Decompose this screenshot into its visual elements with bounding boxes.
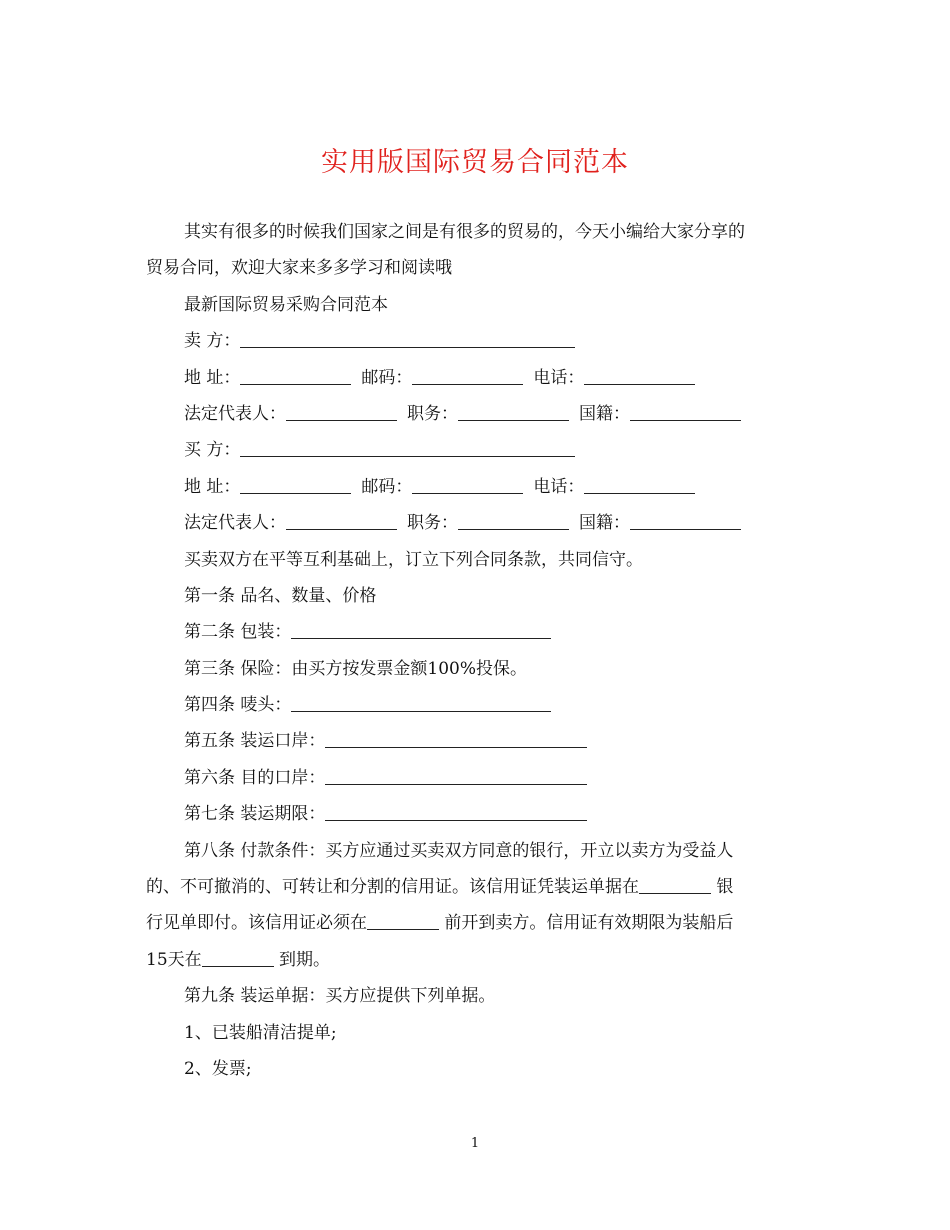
article-7-label: 第七条 装运期限： bbox=[184, 804, 326, 825]
buyer-position-blank bbox=[458, 507, 569, 530]
seller-position-label: 职务： bbox=[407, 403, 458, 424]
buyer-label: 买 方： bbox=[184, 440, 241, 461]
contract-subtitle: 最新国际贸易采购合同范本 bbox=[184, 294, 388, 315]
seller-postcode-blank bbox=[412, 362, 523, 385]
buyer-nationality-blank bbox=[630, 507, 741, 530]
seller-postcode-label: 邮码： bbox=[361, 367, 413, 388]
article-8-line-3-text: 行见单即付。该信用证必须在 bbox=[146, 913, 367, 934]
article-8-line-3 bbox=[146, 905, 806, 941]
lc-expiry-place-blank bbox=[202, 944, 274, 967]
seller-rep-row bbox=[146, 396, 806, 432]
article-8-line-4-tail: 到期。 bbox=[273, 949, 331, 970]
buyer-postcode-label: 邮码： bbox=[361, 476, 413, 497]
bank-blank bbox=[639, 871, 711, 894]
buyer-postcode-blank bbox=[412, 471, 523, 494]
article-2-label: 第二条 包装： bbox=[184, 622, 292, 643]
buyer-position-label: 职务： bbox=[407, 513, 458, 534]
lc-open-date-blank bbox=[367, 907, 439, 930]
article-5-row bbox=[146, 723, 806, 759]
article-8-line-4-text: 15天在 bbox=[146, 949, 202, 970]
seller-phone-label: 电话： bbox=[533, 367, 585, 388]
seller-blank bbox=[240, 325, 575, 348]
seller-address-label: 地 址： bbox=[184, 367, 241, 388]
loading-port-blank bbox=[325, 725, 587, 748]
document-item-1: 1、已装船清洁提单; bbox=[184, 1022, 337, 1043]
seller-position-blank bbox=[458, 398, 569, 421]
article-9: 第九条 装运单据：买方应提供下列单据。 bbox=[184, 986, 496, 1007]
seller-address-row bbox=[146, 360, 806, 396]
article-8-line-4 bbox=[146, 942, 806, 978]
article-8-line-2 bbox=[146, 869, 806, 905]
document-body bbox=[146, 214, 806, 1087]
seller-phone-blank bbox=[584, 362, 695, 385]
article-8-line-2-text: 的、不可撤消的、可转让和分割的信用证。该信用证凭装运单据在 bbox=[146, 877, 639, 898]
seller-nationality-label: 国籍： bbox=[579, 403, 630, 424]
article-4-row bbox=[146, 687, 806, 723]
agreement-statement: 买卖双方在平等互利基础上，订立下列合同条款，共同信守。 bbox=[184, 549, 643, 570]
article-3: 第三条 保险：由买方按发票金额100%投保。 bbox=[184, 658, 528, 679]
shipping-mark-blank bbox=[291, 689, 551, 712]
buyer-rep-blank bbox=[286, 507, 397, 530]
article-7-row bbox=[146, 796, 806, 832]
article-2-row bbox=[146, 614, 806, 650]
article-5-label: 第五条 装运口岸： bbox=[184, 731, 326, 752]
buyer-address-label: 地 址： bbox=[184, 476, 241, 497]
article-8-line-2-tail: 银 bbox=[711, 877, 734, 898]
intro-paragraph-line-1: 其实有很多的时候我们国家之间是有很多的贸易的，今天小编给大家分享的 bbox=[184, 222, 745, 242]
buyer-rep-row bbox=[146, 505, 806, 541]
intro-paragraph-line-2: 贸易合同，欢迎大家来多多学习和阅读哦 bbox=[146, 258, 452, 279]
seller-address-blank bbox=[240, 362, 351, 385]
buyer-phone-label: 电话： bbox=[533, 476, 585, 497]
article-8-line-3-tail: 前开到卖方。信用证有效期限为装船后 bbox=[439, 913, 734, 934]
article-4-label: 第四条 唛头： bbox=[184, 695, 292, 716]
seller-nationality-blank bbox=[630, 398, 741, 421]
seller-rep-label: 法定代表人： bbox=[184, 403, 286, 424]
document-item-2: 2、发票; bbox=[184, 1058, 252, 1079]
document-title: 实用版国际贸易合同范本 bbox=[321, 147, 629, 178]
seller-row bbox=[146, 323, 806, 359]
buyer-address-blank bbox=[240, 471, 351, 494]
buyer-phone-blank bbox=[584, 471, 695, 494]
destination-port-blank bbox=[325, 762, 587, 785]
packing-blank bbox=[291, 616, 551, 639]
seller-rep-blank bbox=[286, 398, 397, 421]
buyer-nationality-label: 国籍： bbox=[579, 513, 630, 534]
buyer-blank bbox=[240, 434, 575, 457]
buyer-rep-label: 法定代表人： bbox=[184, 513, 286, 534]
page-number: 1 bbox=[470, 1136, 480, 1151]
article-6-label: 第六条 目的口岸： bbox=[184, 767, 326, 788]
article-6-row bbox=[146, 760, 806, 796]
article-1: 第一条 品名、数量、价格 bbox=[184, 585, 377, 606]
buyer-row bbox=[146, 432, 806, 468]
shipment-deadline-blank bbox=[325, 798, 587, 821]
buyer-address-row bbox=[146, 469, 806, 505]
seller-label: 卖 方： bbox=[184, 331, 241, 352]
article-8-line-1: 第八条 付款条件：买方应通过买卖双方同意的银行，开立以卖方为受益人 bbox=[184, 840, 734, 861]
